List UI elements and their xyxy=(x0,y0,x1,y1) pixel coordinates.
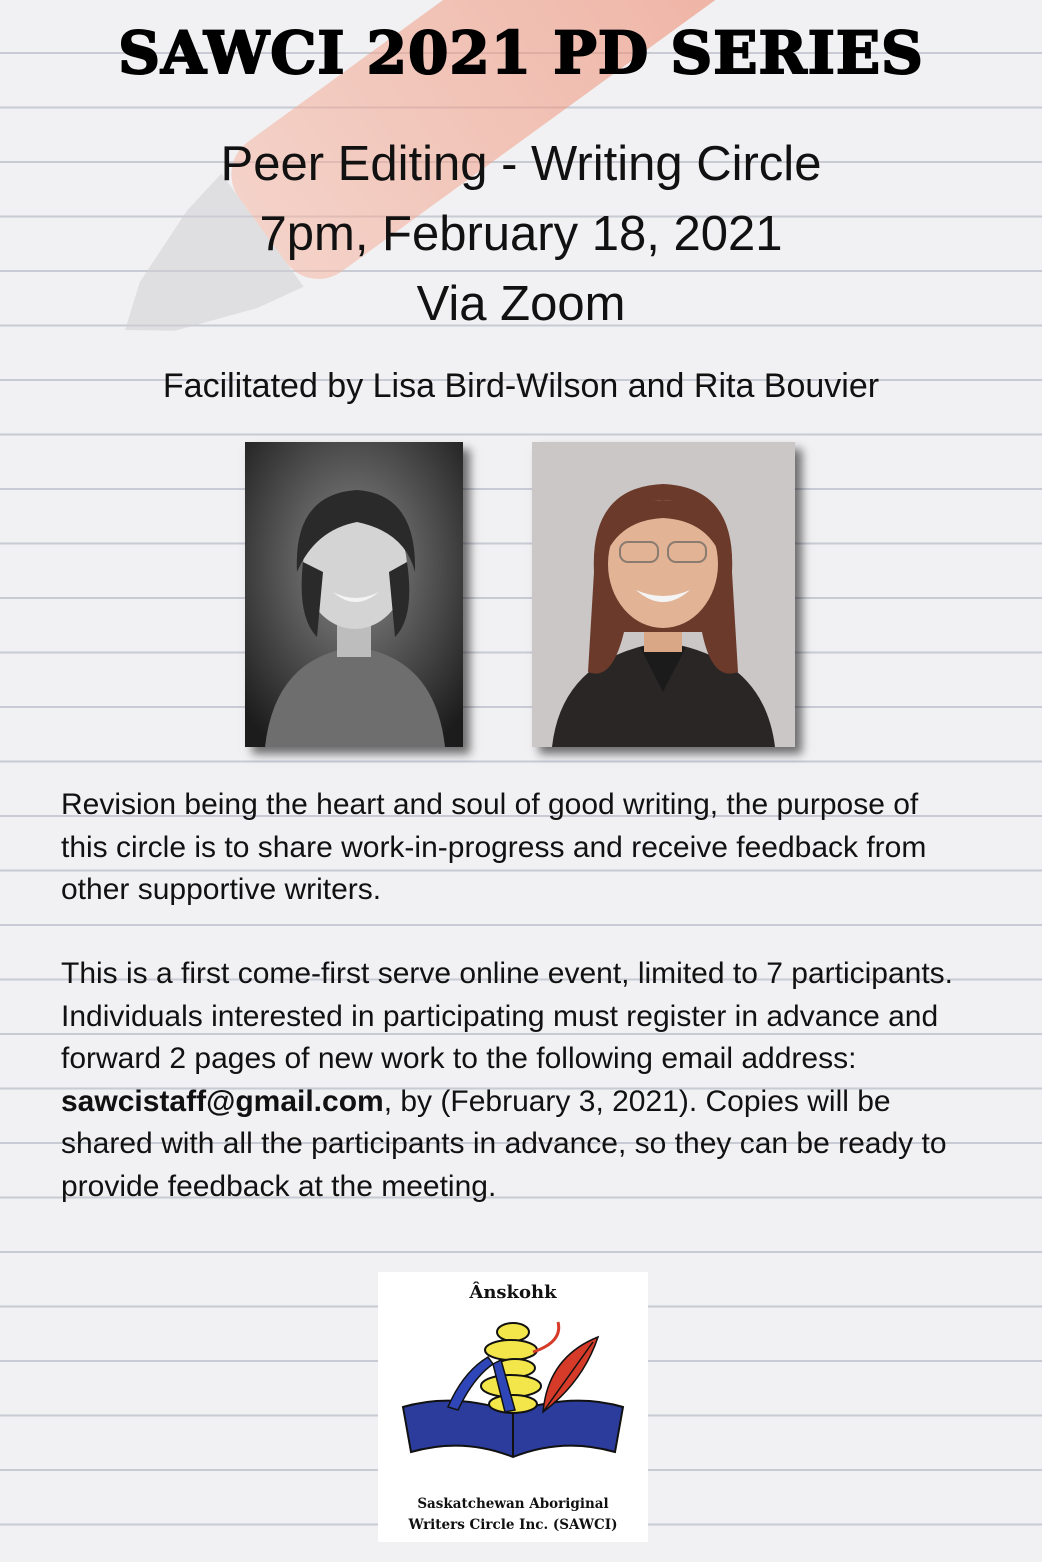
registration-text-start: This is a first come-first serve online event, limited to 7 participants. Individuals interested in participating must register in advance and forward 2 pages of new work to the following email address: xyxy=(61,957,954,1075)
description-paragraph: Revision being the heart and soul of good writing, the purpose of this circle is to share work-in-progress and receive feedback from other supportive writers. xyxy=(61,788,927,906)
logo-emblem xyxy=(393,1312,633,1462)
event-date-time: 7pm, February 18, 2021 xyxy=(259,207,783,261)
facilitators-line: Facilitated by Lisa Bird-Wilson and Rita Bouvier xyxy=(162,367,880,405)
contact-email[interactable]: sawcistaff@gmail.com xyxy=(61,1084,384,1118)
registration-paragraph xyxy=(61,953,961,1208)
page-title: SAWCI 2021 PD SERIES xyxy=(118,19,924,87)
logo-caption-line-1: Saskatchewan Aboriginal xyxy=(417,1496,609,1512)
logo-title: Ânskohk xyxy=(469,1282,557,1303)
registration-text-end: , by (February 3, 2021). Copies will be shared with all the participants in advance, so they can be ready to provide feedback at the meeting. xyxy=(61,1084,947,1203)
event-name: Peer Editing - Writing Circle xyxy=(220,137,822,191)
facilitator-photo-2 xyxy=(532,442,795,747)
logo-caption-line-2: Writers Circle Inc. (SAWCI) xyxy=(408,1517,618,1533)
sawci-logo xyxy=(378,1272,648,1542)
facilitator-photo-1 xyxy=(245,442,463,747)
event-location: Via Zoom xyxy=(416,277,626,331)
